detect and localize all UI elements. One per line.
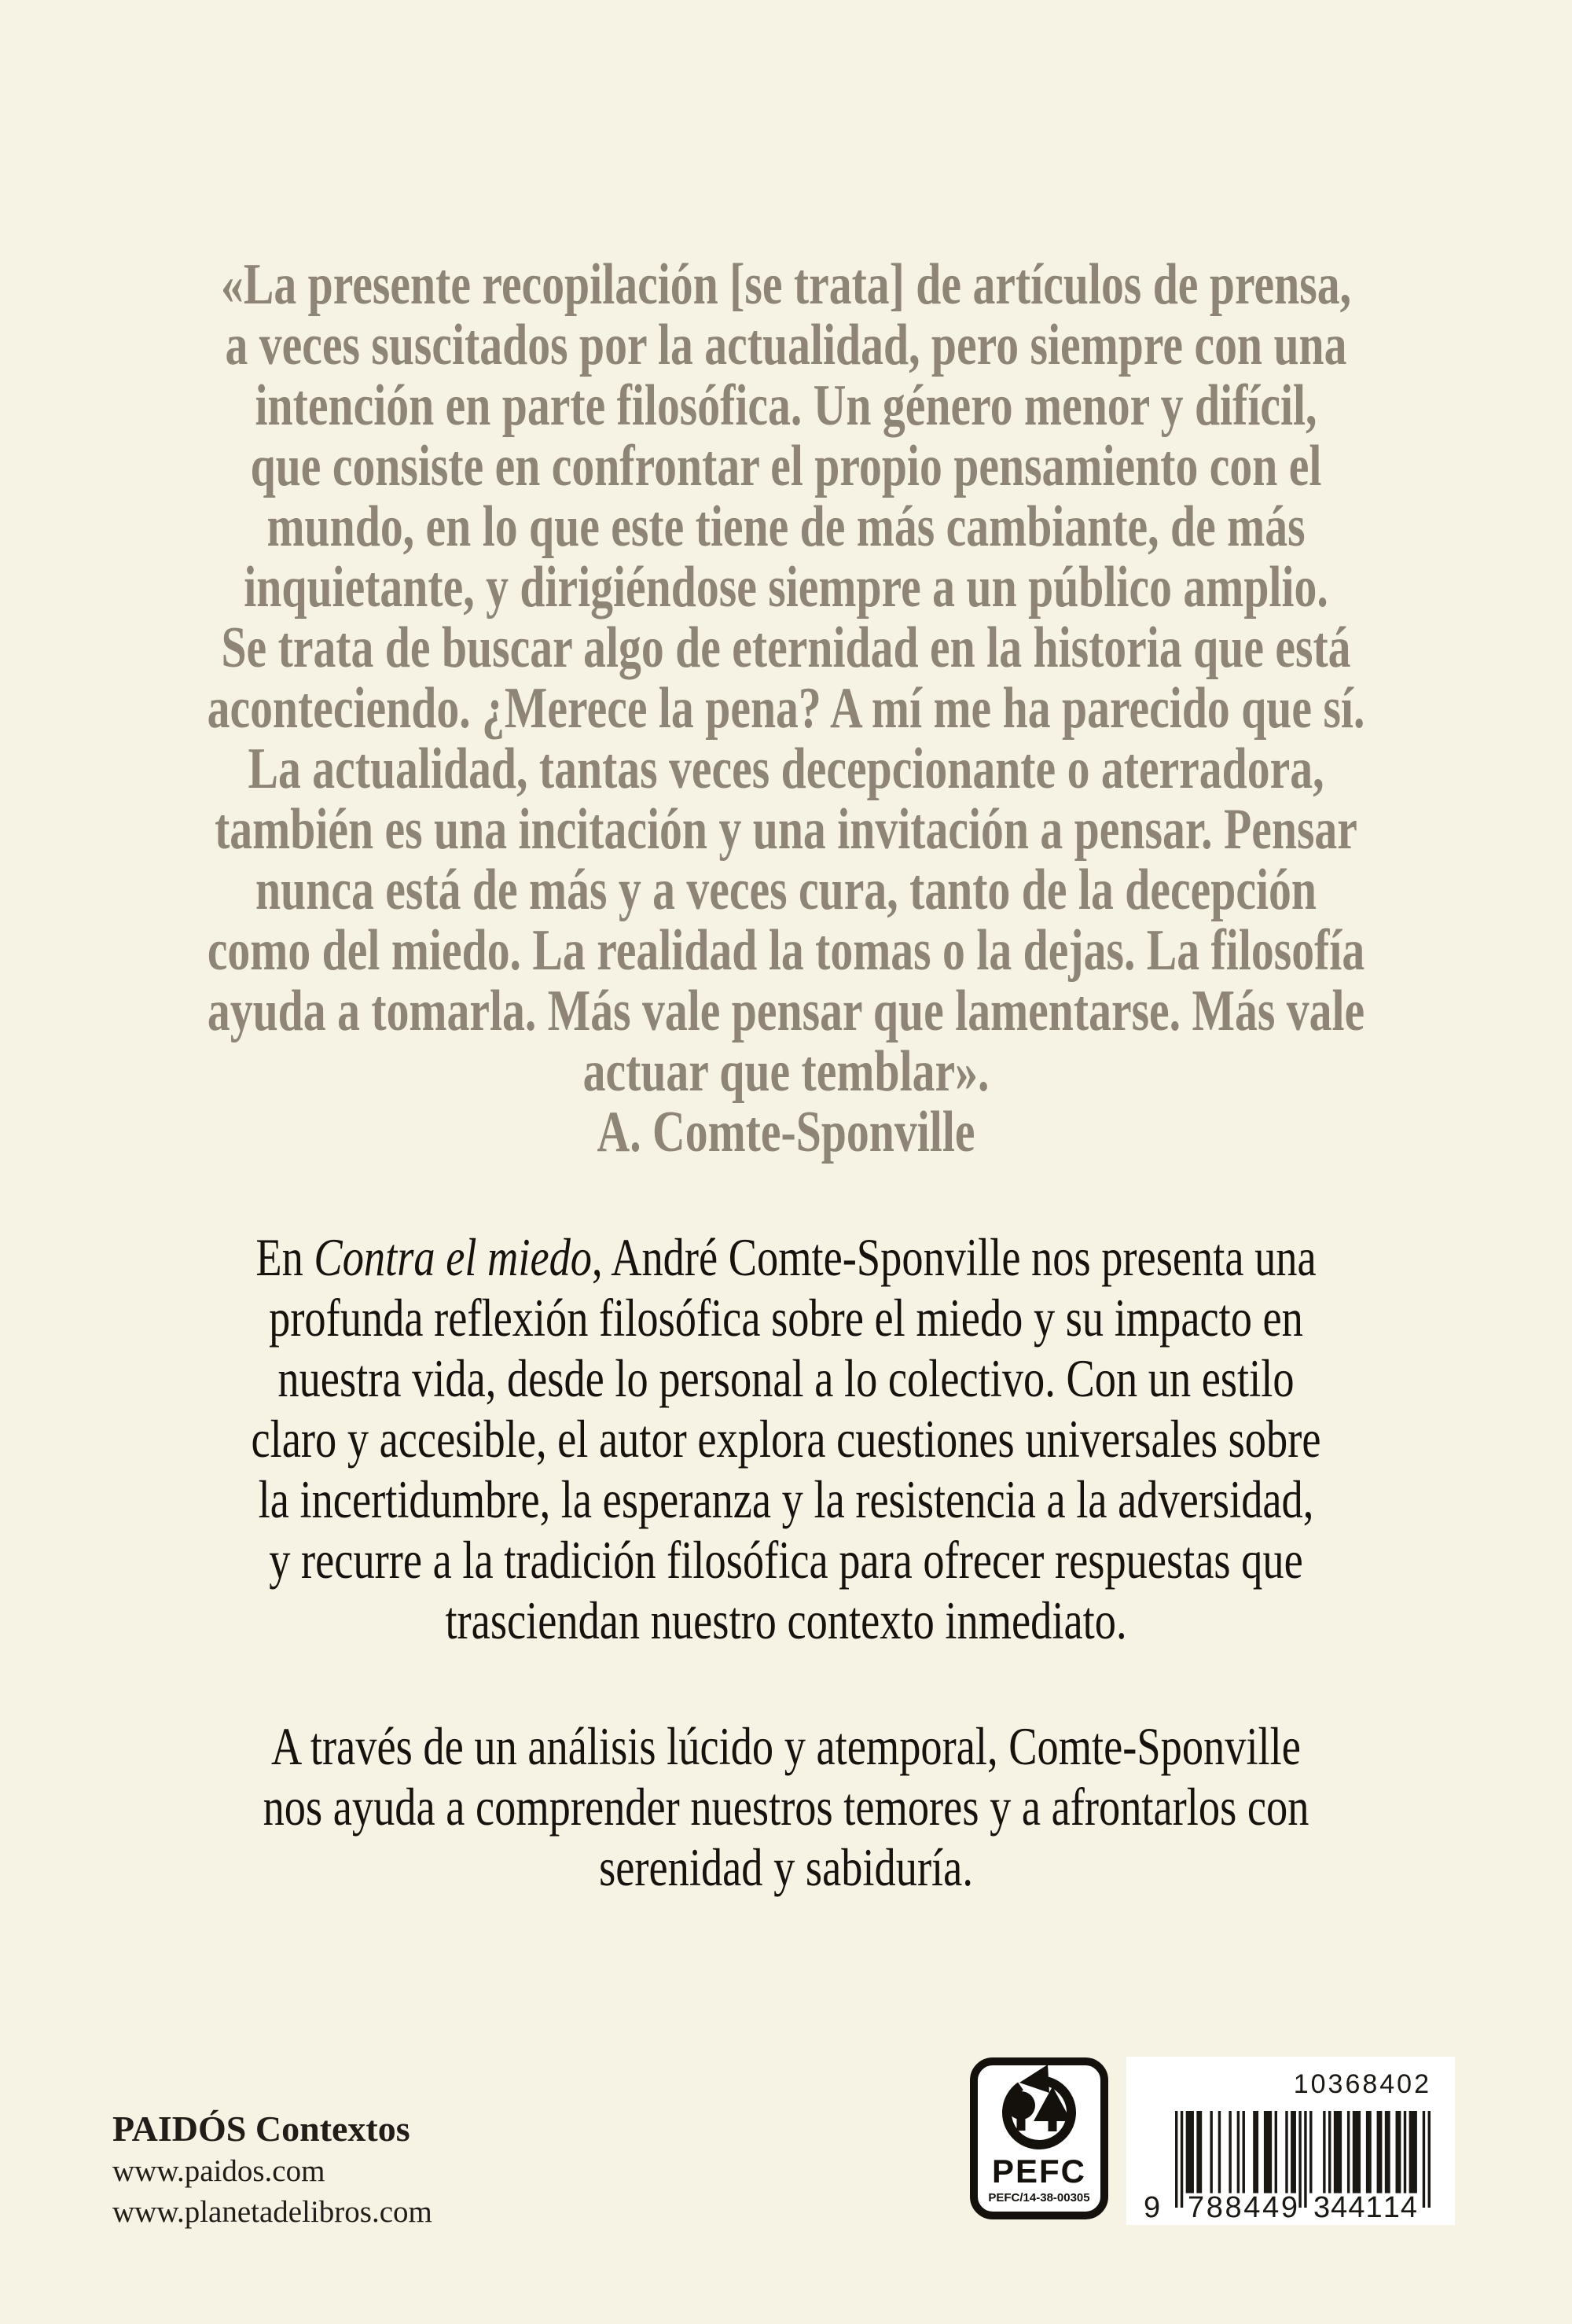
barcode-digit: 9 <box>1280 2191 1298 2224</box>
quote-line: a veces suscitados por la actualidad, pero siempre con una <box>225 313 1347 377</box>
quote-line: que consiste en confrontar el propio pensamiento con el <box>250 434 1322 498</box>
quote-line: «La presente recopilación [se trata] de artículos de prensa, <box>220 252 1352 317</box>
synopsis-line: serenidad y sabiduría. <box>599 1837 973 1897</box>
synopsis-line: trasciendan nuestro contexto inmediato. <box>445 1590 1127 1650</box>
pefc-conifer-trunk <box>1049 2121 1057 2131</box>
quote-line: ayuda a tomarla. Más vale pensar que lamentarse. Más vale <box>207 979 1365 1043</box>
barcode-panel <box>1126 2057 1455 2225</box>
synopsis-line: profunda reflexión filosófica sobre el miedo y su impacto en <box>269 1288 1303 1348</box>
publisher-url-planetadelibros: www.planetadelibros.com <box>112 2195 432 2229</box>
barcode-digit: 7 <box>1188 2191 1205 2224</box>
synopsis-line: nos ayuda a comprender nuestros temores y a afrontarlos con <box>263 1777 1309 1837</box>
barcode-digit: 1 <box>1383 2191 1400 2224</box>
barcode-digit: 8 <box>1206 2191 1223 2224</box>
publisher-url-paidos: www.paidos.com <box>112 2154 325 2188</box>
pefc-label: PEFC <box>991 2153 1087 2190</box>
synopsis-line: nuestra vida, desde lo personal a lo colectivo. Con un estilo <box>277 1348 1295 1408</box>
synopsis-paragraph-2 <box>39 1716 1533 1898</box>
synopsis-line: y recurre a la tradición filosófica para ofrecer respuestas que <box>269 1530 1303 1590</box>
quote-block <box>39 252 1533 1164</box>
synopsis-line: A través de un análisis lúcido y atemporal, Comte-Sponville <box>271 1716 1301 1776</box>
pefc-deciduous-trunk <box>1017 2116 1026 2131</box>
quote-line: intención en parte filosófica. Un género menor y difícil, <box>255 373 1317 438</box>
barcode-digit: 4 <box>1243 2191 1261 2224</box>
synopsis-text: En <box>255 1227 314 1287</box>
barcode-digits-left <box>1188 2192 1298 2223</box>
barcode-digit: 4 <box>1348 2191 1365 2224</box>
publisher-info <box>112 2107 432 2233</box>
book-title: Contra el miedo <box>314 1227 592 1287</box>
pefc-certificate-number: PEFC/14-38-00305 <box>988 2191 1090 2204</box>
synopsis-paragraph-1 <box>39 1227 1533 1651</box>
barcode-digit: 4 <box>1262 2191 1280 2224</box>
barcode-digit-lead: 9 <box>1144 2191 1161 2224</box>
synopsis-line: claro y accesible, el autor explora cuestiones universales sobre <box>251 1409 1321 1469</box>
collection-name: PAIDÓS Contextos <box>112 2109 410 2149</box>
quote-attribution: A. Comte-Sponville <box>597 1100 975 1164</box>
pefc-logo <box>969 2057 1109 2220</box>
barcode-digit: 3 <box>1313 2191 1331 2224</box>
quote-line: La actualidad, tantas veces decepcionante o aterradora, <box>248 737 1324 801</box>
barcode-sku: 10368402 <box>1293 2069 1431 2099</box>
synopsis-line: la incertidumbre, la esperanza y la resistencia a la adversidad, <box>258 1469 1314 1529</box>
quote-line: como del miedo. La realidad la tomas o la dejas. La filosofía <box>207 918 1365 983</box>
pefc-deciduous-tree-icon <box>1007 2091 1035 2120</box>
quote-line: mundo, en lo que este tiene de más cambiante, de más <box>266 495 1306 559</box>
synopsis-line <box>189 1227 1383 1288</box>
quote-line: también es una incitación y una invitación a pensar. Pensar <box>215 797 1357 862</box>
quote-line: inquietante, y dirigiéndose siempre a un público amplio. <box>244 555 1328 620</box>
barcode-digit: 8 <box>1225 2191 1242 2224</box>
pefc-logo-svg <box>969 2057 1109 2220</box>
quote-line: Se trata de buscar algo de eternidad en la historia que está <box>221 616 1351 680</box>
barcode-digit: 1 <box>1365 2191 1383 2224</box>
barcode-digit: 4 <box>1400 2191 1417 2224</box>
quote-line: actuar que temblar». <box>582 1039 990 1104</box>
barcode-digit: 4 <box>1331 2191 1348 2224</box>
quote-line: aconteciendo. ¿Merece la pena? A mí me ha parecido que sí. <box>207 676 1365 741</box>
quote-line: nunca está de más y a veces cura, tanto de la decepción <box>255 858 1317 922</box>
barcode-digits-right <box>1313 2192 1417 2223</box>
synopsis-text: , André Comte-Sponville nos presenta una <box>592 1227 1317 1287</box>
